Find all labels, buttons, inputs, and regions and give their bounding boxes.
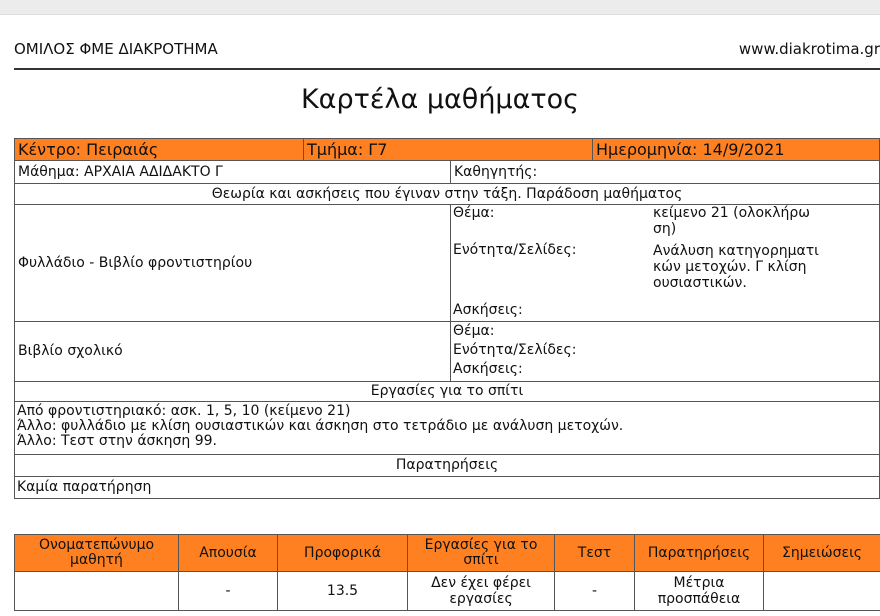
date-field: Ημερομηνία: 14/9/2021 xyxy=(592,139,879,160)
homework-content xyxy=(14,402,880,455)
booklet-topic-line: ση) xyxy=(653,221,677,237)
subject-row xyxy=(14,161,880,184)
booklet-section-line: Ανάλυση κατηγορηματι xyxy=(653,243,819,259)
cell-oral: 13.5 xyxy=(278,572,408,611)
page-header xyxy=(14,40,880,70)
booklet-section-value xyxy=(653,243,819,291)
homework-heading: Εργασίες για το σπίτι xyxy=(14,382,880,402)
school-book-topic-label: Θέμα: xyxy=(453,323,495,339)
center-field: Κέντρο: Πειραιάς xyxy=(18,140,159,159)
header-divider xyxy=(14,68,880,70)
column-header-student-name: Ονοματεπώνυμο μαθητή xyxy=(15,535,179,572)
cell-student-name xyxy=(15,572,179,611)
website-link[interactable]: www.diakrotima.gr xyxy=(738,40,880,58)
cell-remarks: Μέτρια προσπάθεια xyxy=(635,572,764,611)
cell-test: - xyxy=(555,572,635,611)
homework-line: Από φροντιστηριακό: ασκ. 1, 5, 10 (κείμενο 21) xyxy=(17,403,351,419)
table-header-row xyxy=(15,535,880,572)
booklet-row xyxy=(14,205,880,322)
column-header-notes: Σημειώσεις xyxy=(764,535,880,572)
homework-line: Άλλο: Τεστ στην άσκηση 99. xyxy=(17,433,217,449)
organization-name: ΟΜΙΛΟΣ ΦΜΕ ΔΙΑΚΡΟΤΗΜΑ xyxy=(14,40,218,58)
booklet-details xyxy=(450,205,879,321)
remarks-heading: Παρατηρήσεις xyxy=(14,455,880,477)
viewer-top-bar xyxy=(0,0,880,15)
school-book-exercises-label: Ασκήσεις: xyxy=(453,361,523,377)
booklet-section-line: κών μετοχών. Γ κλίση xyxy=(653,259,807,275)
table-row xyxy=(15,572,880,611)
booklet-topic-line: κείμενο 21 (ολοκλήρω xyxy=(653,205,811,221)
students-table xyxy=(14,534,880,611)
booklet-section-label: Ενότητα/Σελίδες: xyxy=(453,242,577,258)
theory-heading: Θεωρία και ασκήσεις που έγιναν στην τάξη. Παράδοση μαθήματος xyxy=(14,184,880,205)
booklet-label: Φυλλάδιο - Βιβλίο φροντιστηρίου xyxy=(18,255,253,271)
column-header-oral: Προφορικά xyxy=(278,535,408,572)
lesson-card xyxy=(14,138,880,499)
remarks-text: Καμία παρατήρηση xyxy=(14,477,880,499)
booklet-topic-label: Θέμα: xyxy=(453,205,495,221)
cell-absence: - xyxy=(179,572,278,611)
page-title: Καρτέλα μαθήματος xyxy=(300,84,580,115)
column-header-homework: Εργασίες για το σπίτι xyxy=(408,535,555,572)
booklet-exercises-label: Ασκήσεις: xyxy=(453,302,523,318)
column-header-remarks: Παρατηρήσεις xyxy=(635,535,764,572)
school-book-label: Βιβλίο σχολικό xyxy=(18,343,123,359)
subject-field: Μάθημα: ΑΡΧΑΙΑ ΑΔΙΔΑΚΤΟ Γ xyxy=(18,164,223,180)
school-book-row xyxy=(14,322,880,382)
homework-line: Άλλο: φυλλάδιο με κλίση ουσιαστικών και άσκηση στο τετράδιο με ανάλυση μετοχών. xyxy=(17,418,624,434)
school-book-section-label: Ενότητα/Σελίδες: xyxy=(453,342,577,358)
column-header-test: Τεστ xyxy=(555,535,635,572)
teacher-field: Καθηγητής: xyxy=(450,161,879,183)
booklet-topic-value xyxy=(653,205,810,237)
school-book-details xyxy=(450,322,879,381)
booklet-section-line: ουσιαστικών. xyxy=(653,275,747,291)
cell-homework: Δεν έχει φέρει εργασίες xyxy=(408,572,555,611)
cell-notes xyxy=(764,572,880,611)
info-row xyxy=(14,138,880,161)
column-header-absence: Απουσία xyxy=(179,535,278,572)
class-field: Τμήμα: Γ7 xyxy=(303,139,592,160)
